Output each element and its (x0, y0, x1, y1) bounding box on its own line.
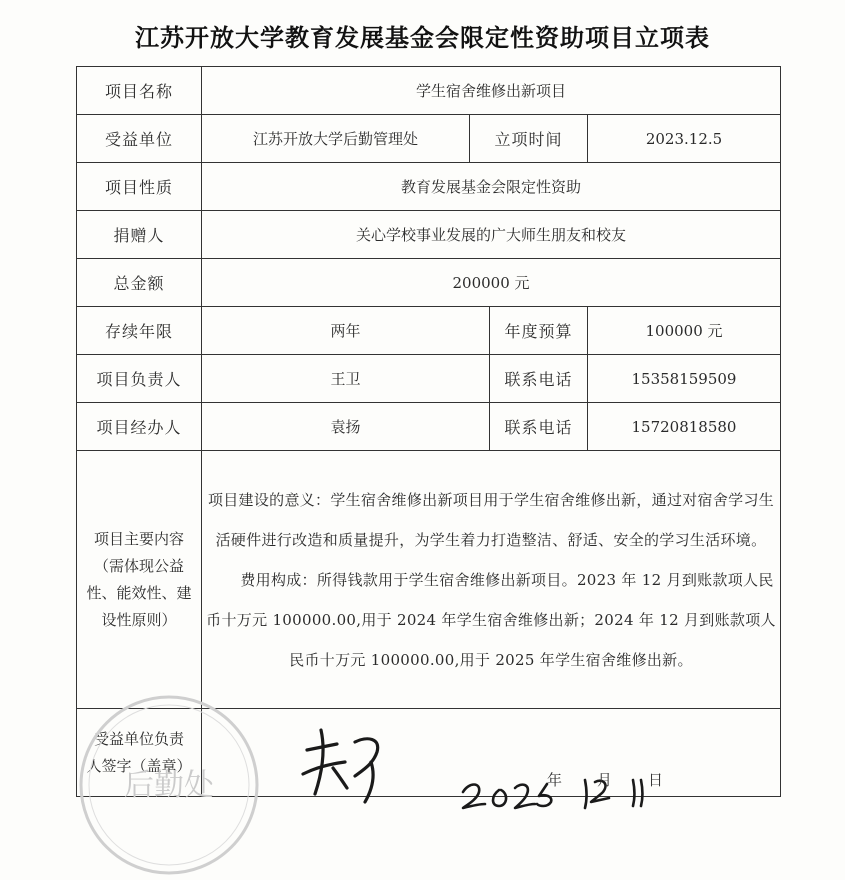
project-nature-value: 教育发展基金会限定性资助 (202, 163, 781, 211)
content-label-line: 性、能效性、建 (86, 583, 192, 602)
annual-budget-value: 100000 元 (588, 307, 781, 355)
row-duration (77, 307, 781, 355)
row-donor (77, 211, 781, 259)
document-title: 江苏开放大学教育发展基金会限定性资助项目立项表 (135, 24, 710, 52)
date-day-unit: 日 (648, 771, 664, 789)
content-paragraph-costs: 费用构成：所得钱款用于学生宿舍维修出新项目。2023 年 12 月到账款项人民币十万元 100000.00,用于 2024 年学生宿舍维修出新；2024 年 12 月到账款项人民币十万元 100000.00,用于 2025 年学生宿舍维修出新。 (206, 570, 776, 669)
row-manager (77, 355, 781, 403)
approval-date-label: 立项时间 (470, 115, 588, 163)
project-name-label: 项目名称 (77, 67, 202, 115)
duration-label: 存续年限 (77, 307, 202, 355)
row-handler (77, 403, 781, 451)
content-label-line: 设性原则） (101, 610, 177, 629)
row-signature (77, 709, 781, 797)
row-total-amount (77, 259, 781, 307)
stamp-text: 后勤处 (124, 768, 214, 803)
beneficiary-label: 受益单位 (77, 115, 202, 163)
signature-cell (202, 709, 781, 797)
duration-value: 两年 (202, 307, 490, 355)
content-label (77, 451, 202, 709)
handler-value: 袁扬 (202, 403, 490, 451)
date-year-unit: 年 (547, 771, 563, 789)
row-beneficiary (77, 115, 781, 163)
row-project-name (77, 67, 781, 115)
total-amount-value: 200000 元 (202, 259, 781, 307)
content-label-line: 项目主要内容 (93, 529, 184, 548)
handler-phone-label: 联系电话 (490, 403, 588, 451)
handler-label: 项目经办人 (77, 403, 202, 451)
project-nature-label: 项目性质 (77, 163, 202, 211)
signature-label-line: 受益单位负责 (93, 729, 184, 748)
signature-label (77, 709, 202, 797)
manager-label: 项目负责人 (77, 355, 202, 403)
manager-value: 王卫 (202, 355, 490, 403)
approval-date-value: 2023.12.5 (588, 115, 781, 163)
project-name-value: 学生宿舍维修出新项目 (202, 67, 781, 115)
project-approval-form (76, 66, 781, 797)
donor-label: 捐赠人 (77, 211, 202, 259)
manager-phone-label: 联系电话 (490, 355, 588, 403)
date-month-unit: 月 (597, 771, 613, 789)
annual-budget-label: 年度预算 (490, 307, 588, 355)
beneficiary-value: 江苏开放大学后勤管理处 (202, 115, 470, 163)
content-paragraph-significance: 项目建设的意义：学生宿舍维修出新项目用于学生宿舍维修出新，通过对宿舍学习生活硬件进行改造和质量提升，为学生着力打造整洁、舒适、安全的学习生活环境。 (207, 490, 775, 549)
content-body (202, 451, 781, 709)
row-content (77, 451, 781, 709)
row-project-nature (77, 163, 781, 211)
handler-phone-value: 15720818580 (588, 403, 781, 451)
total-amount-label: 总金额 (77, 259, 202, 307)
donor-value: 关心学校事业发展的广大师生朋友和校友 (202, 211, 781, 259)
content-label-line: （需体现公益 (93, 556, 184, 575)
signature-label-line: 人签字（盖章） (86, 756, 192, 775)
manager-phone-value: 15358159509 (588, 355, 781, 403)
